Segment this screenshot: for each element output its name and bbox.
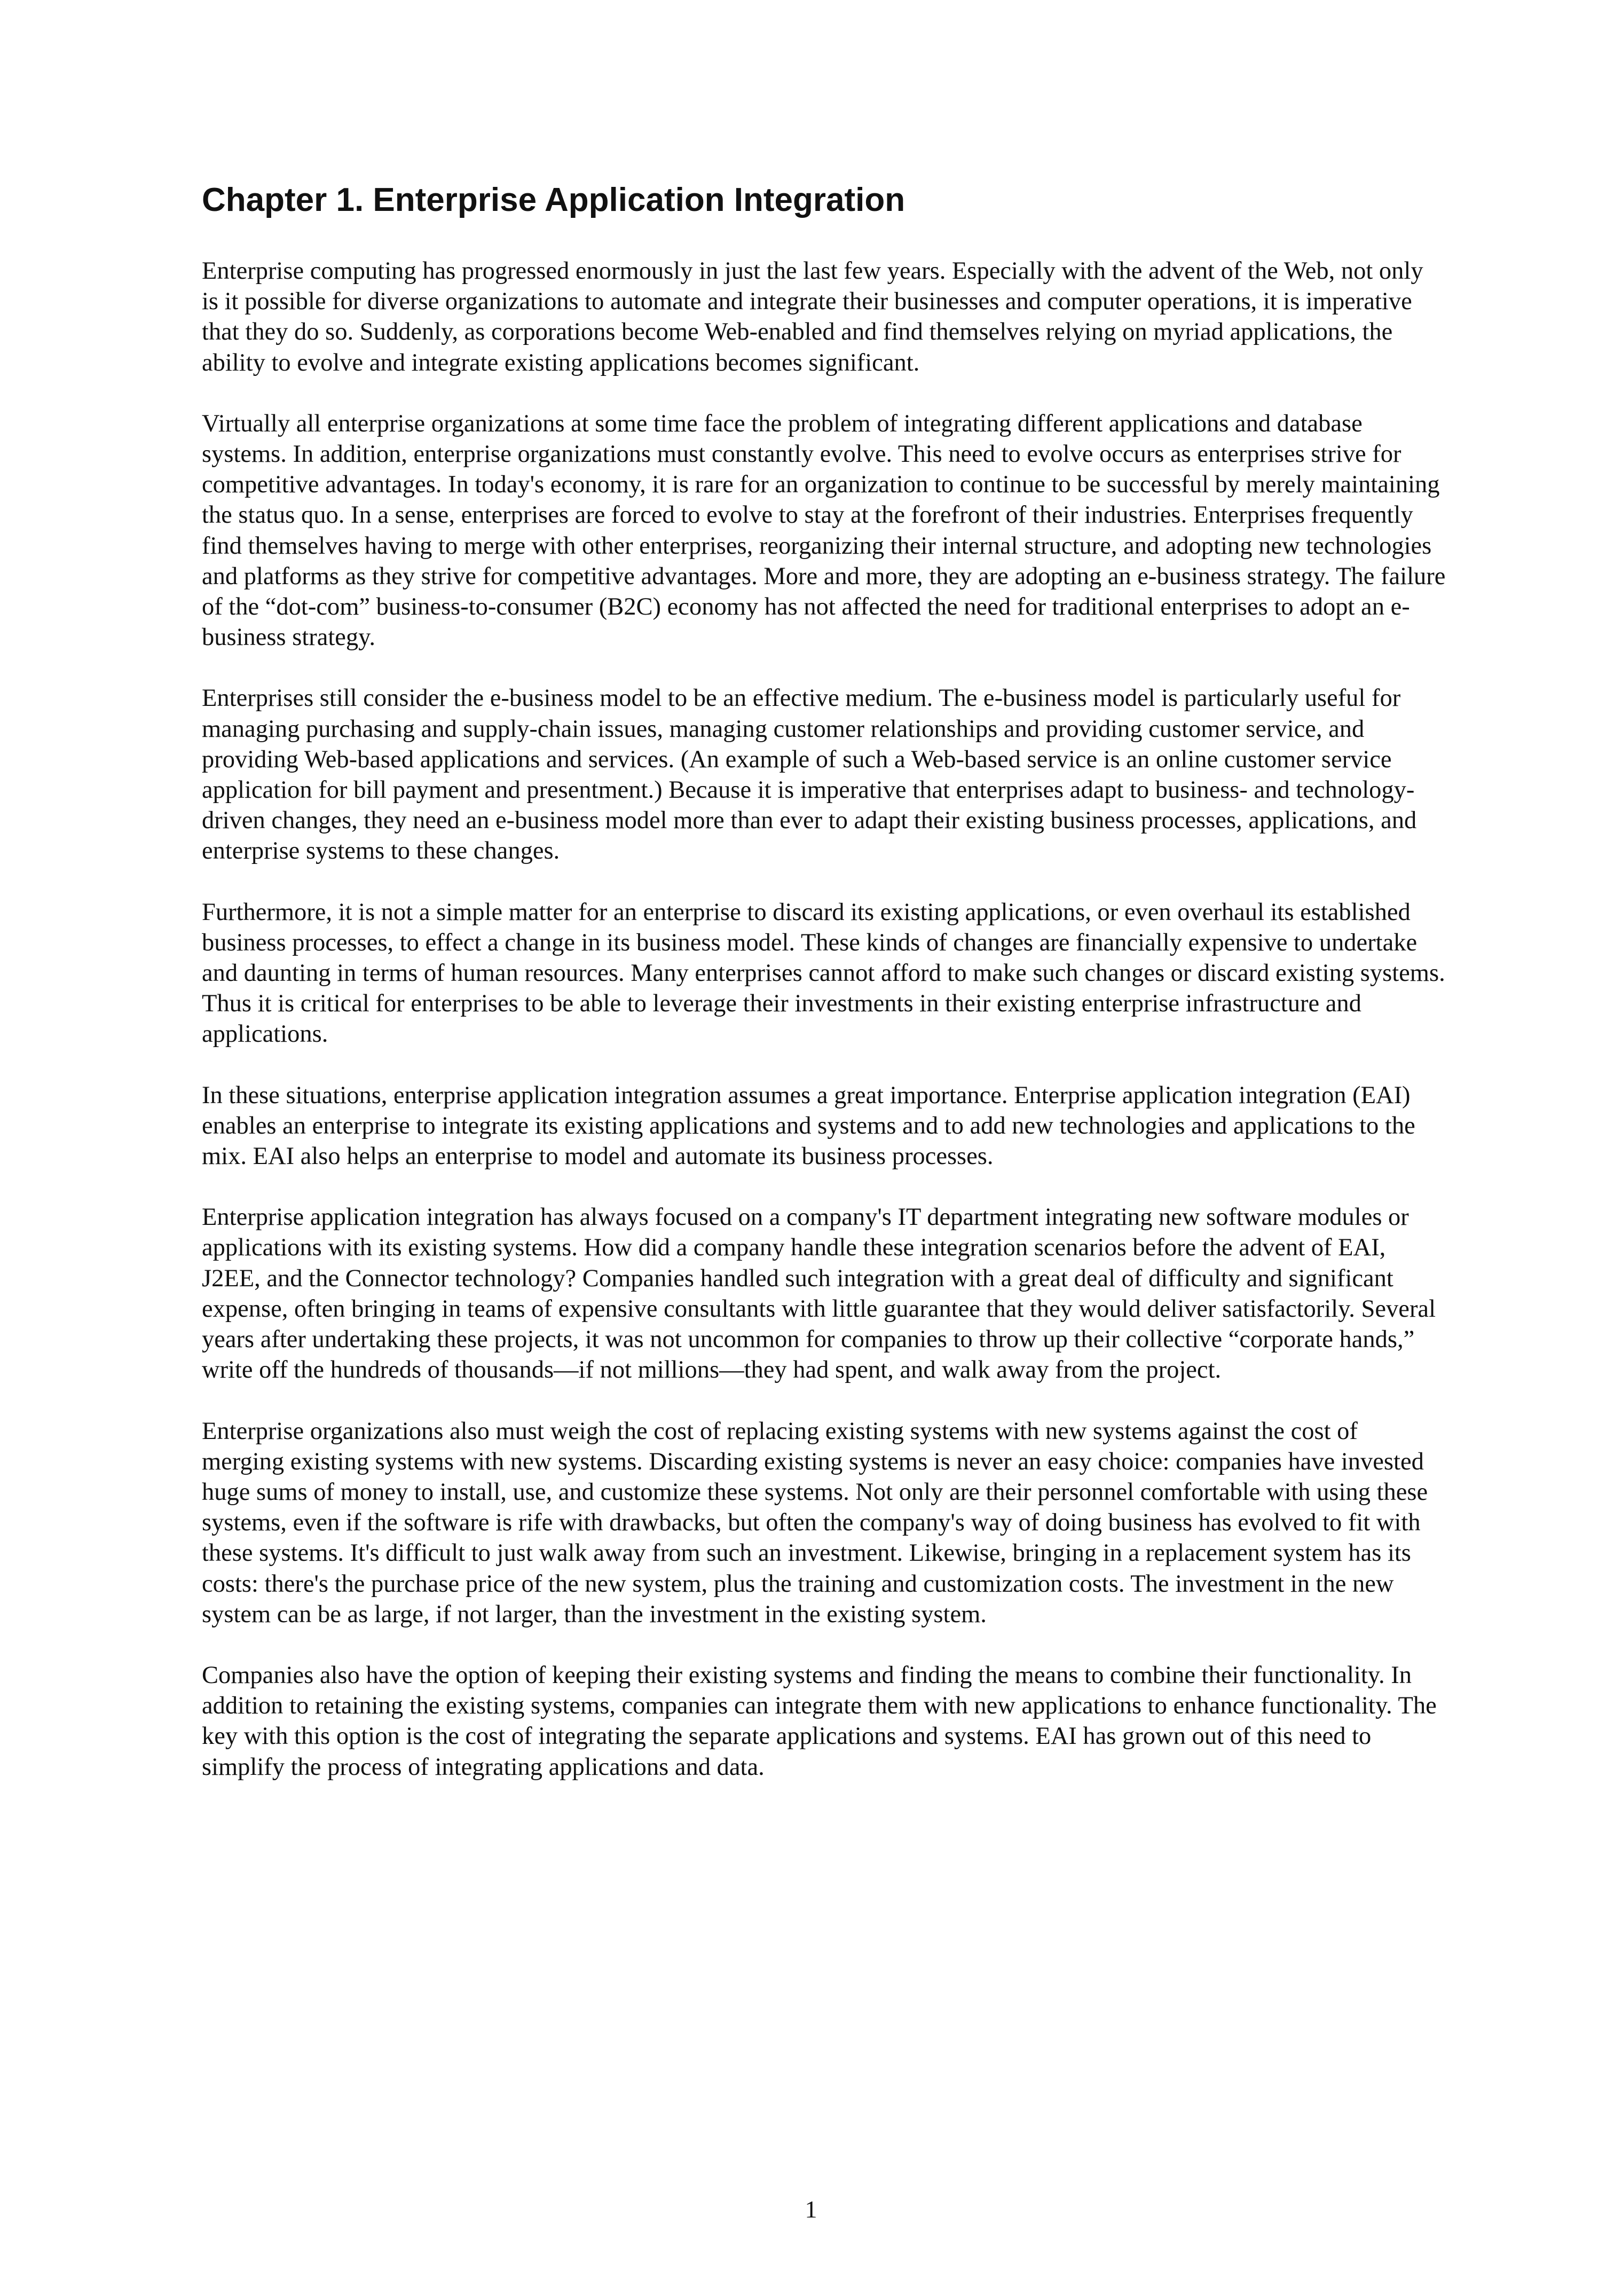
- paragraph-4: Furthermore, it is not a simple matter for an enterprise to discard its existing applications, or even overhaul its established business processes, to effect a change in its business model. These kinds of changes are financially expensive to undertake and daunting in terms of human resources. Many enterprises cannot afford to make such changes or discard existing systems. Thus it is critical for enterprises to be able to leverage their investments in their existing enterprise infrastructure and applications.: [202, 898, 1445, 1048]
- chapter-title: Chapter 1. Enterprise Application Integration: [202, 182, 906, 218]
- paragraph-5: In these situations, enterprise application integration assumes a great importance. Enterprise application integration (EAI) enables an enterprise to integrate its existing applications and systems and to add new technologies and applications to the mix. EAI also helps an enterprise to model and automate its business processes.: [202, 1081, 1415, 1170]
- paragraph-1: Enterprise computing has progressed enormously in just the last few years. Especially with the advent of the Web, not only is it possible for diverse organizations to automate and integrate their businesses and computer operations, it is imperative that they do so. Suddenly, as corporations become Web-enabled and find themselves relying on myriad applications, the ability to evolve and integrate existing applications becomes significant.: [202, 257, 1423, 376]
- paragraph-8: Companies also have the option of keeping their existing systems and finding the means to combine their functionality. In addition to retaining the existing systems, companies can integrate them with new applications to enhance functionality. The key with this option is the cost of integrating the separate applications and systems. EAI has grown out of this need to simplify the process of integrating applications and data.: [202, 1661, 1437, 1781]
- paragraph-7: Enterprise organizations also must weigh the cost of replacing existing systems with new systems against the cost of merging existing systems with new systems. Discarding existing systems is never an easy choice: companies have invested huge sums of money to install, use, and customize these systems. Not only are their personnel comfortable with using these systems, even if the software is rife with drawbacks, but often the company's way of doing business has evolved to fit with these systems. It's difficult to just walk away from such an investment. Likewise, bringing in a replacement system has its costs: there's the purchase price of the new system, plus the training and customization costs. The investment in the new system can be as large, if not larger, than the investment in the existing system.: [202, 1417, 1428, 1628]
- page-number: 1: [805, 2196, 817, 2223]
- paragraph-6: Enterprise application integration has always focused on a company's IT department integrating new software modules or applications with its existing systems. How did a company handle these integration scenarios before the advent of EAI, J2EE, and the Connector technology? Companies handled such integration with a great deal of difficulty and significant expense, often bringing in teams of expensive consultants with little guarantee that they would deliver satisfactorily. Several years after undertaking these projects, it was not uncommon for companies to throw up their collective “corporate hands,” write off the hundreds of thousands—if not millions—they had spent, and walk away from the project.: [202, 1204, 1436, 1384]
- paragraph-2: Virtually all enterprise organizations at some time face the problem of integrating different applications and database systems. In addition, enterprise organizations must constantly evolve. This need to evolve occurs as enterprises strive for competitive advantages. In today's economy, it is rare for an organization to continue to be successful by merely maintaining the status quo. In a sense, enterprises are forced to evolve to stay at the forefront of their industries. Enterprises frequently find themselves having to merge with other enterprises, reorganizing their internal structure, and adopting new technologies and platforms as they strive for competitive advantages. More and more, they are adopting an e-business strategy. The failure of the “dot-com” business-to-consumer (B2C) economy has not affected the need for traditional enterprises to adopt an e-business strategy.: [202, 410, 1446, 651]
- page-content: [202, 179, 1446, 1813]
- paragraph-3: Enterprises still consider the e-business model to be an effective medium. The e-business model is particularly useful for managing purchasing and supply-chain issues, managing customer relationships and providing customer service, and providing Web-based applications and services. (An example of such a Web-based service is an online customer service application for bill payment and presentment.) Because it is imperative that enterprises adapt to business- and technology-driven changes, they need an e-business model more than ever to adapt their existing business processes, applications, and enterprise systems to these changes.: [202, 685, 1417, 865]
